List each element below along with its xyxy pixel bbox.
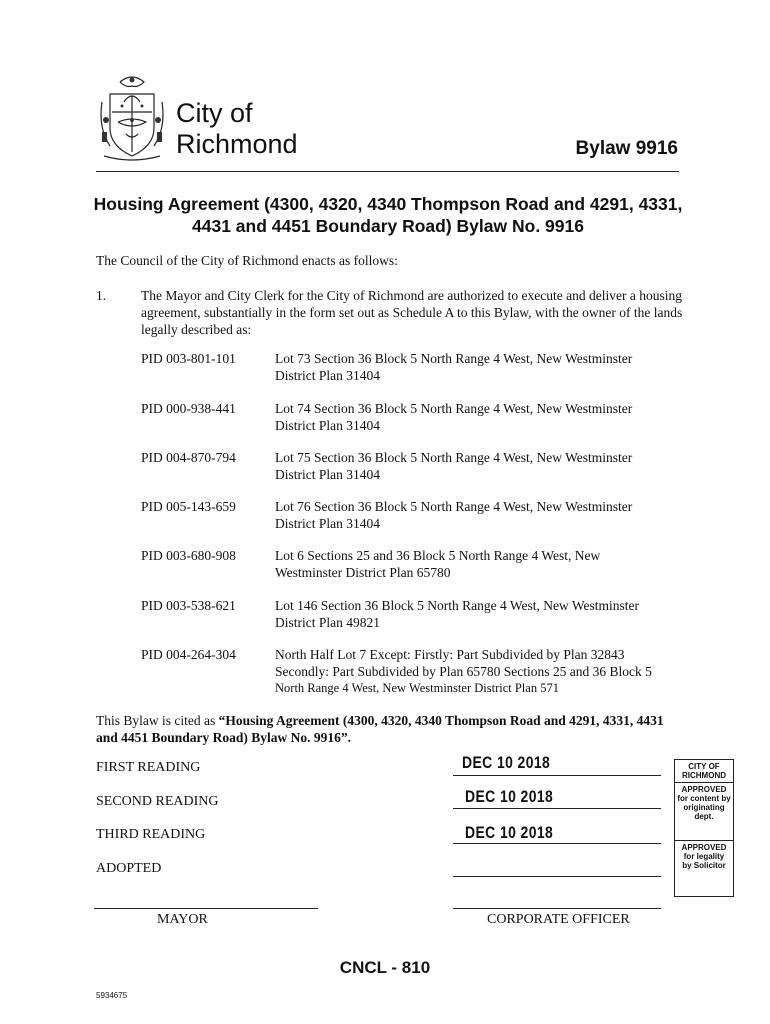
approval-box-city [675, 762, 733, 780]
reading-label-second: SECOND READING [96, 794, 219, 809]
land-description [275, 400, 695, 434]
citation-prefix: This Bylaw is cited as [96, 713, 219, 728]
land-description-line: Lot 146 Section 36 Block 5 North Range 4 West, New Westminster [275, 598, 640, 613]
land-description-line: District Plan 31404 [275, 368, 380, 383]
enacting-clause: The Council of the City of Richmond enacts as follows: [96, 253, 398, 268]
reading-date-stamp-first: DEC 10 2018 [462, 753, 551, 772]
page-label: CNCL - 810 [339, 958, 431, 977]
corporate-officer-label: CORPORATE OFFICER [487, 912, 630, 927]
reading-label-adopted: ADOPTED [96, 861, 162, 876]
reading-label-first: FIRST READING [96, 760, 201, 775]
city-crest-logo [96, 72, 168, 164]
land-pid: PID 000-938-441 [141, 401, 236, 416]
land-description-line: Lot 73 Section 36 Block 5 North Range 4 West, New Westminster [275, 351, 633, 366]
approval-box-text: RICHMOND [682, 771, 726, 780]
land-description-line: North Range 4 West, New Westminster District Plan 571 [275, 681, 559, 695]
bylaw-number: Bylaw 9916 [575, 138, 678, 159]
land-description-line: Secondly: Part Subdivided by Plan 65780 Sections 25 and 36 Block 5 [275, 664, 652, 679]
land-description-line: Lot 75 Section 36 Block 5 North Range 4 West, New Westminster [275, 450, 633, 465]
land-description-line: District Plan 31404 [275, 418, 380, 433]
city-name-line2: Richmond [176, 129, 298, 159]
document-title [90, 193, 686, 237]
clause-number: 1. [96, 288, 107, 303]
approval-box-text: CITY OF [688, 762, 720, 771]
approval-box-content [675, 785, 733, 821]
land-description [275, 646, 695, 697]
land-description-line: Lot 76 Section 36 Block 5 North Range 4 West, New Westminster [275, 499, 633, 514]
reading-line-first [453, 775, 661, 776]
citation-name: “Housing Agreement (4300, 4320, 4340 Thompson Road and 4291, 4331, 4431 and 4451 Boundary Road) Bylaw No. 9916”. [96, 713, 664, 745]
document-title-line2: 4431 and 4451 Boundary Road) Bylaw No. 9916 [192, 216, 584, 236]
land-pid: PID 004-870-794 [141, 450, 236, 465]
city-name [176, 98, 298, 160]
approval-box-divider [675, 840, 733, 841]
land-description [275, 597, 695, 631]
mayor-signature-line [94, 908, 318, 909]
approval-box-divider [675, 782, 733, 783]
approval-box-text: dept. [694, 812, 714, 821]
land-description-line: District Plan 49821 [275, 615, 380, 630]
reading-date-stamp-third: DEC 10 2018 [465, 823, 554, 842]
land-description [275, 498, 695, 532]
reading-line-second [453, 808, 661, 809]
approval-box [674, 759, 734, 897]
mayor-label: MAYOR [157, 912, 208, 927]
approval-box-text: for content by [677, 794, 731, 803]
land-pid: PID 005-143-659 [141, 499, 236, 514]
reading-line-adopted [453, 876, 661, 877]
land-pid: PID 004-264-304 [141, 647, 236, 662]
approval-box-text: originating [683, 803, 725, 812]
land-description-line: North Half Lot 7 Except: Firstly: Part Subdivided by Plan 32843 [275, 647, 625, 662]
header-divider [96, 171, 679, 172]
corporate-officer-signature-line [453, 908, 661, 909]
land-description-line: Lot 6 Sections 25 and 36 Block 5 North Range 4 West, New [275, 548, 601, 563]
approval-box-legality [675, 843, 733, 870]
land-description [275, 547, 695, 581]
reading-label-third: THIRD READING [96, 827, 206, 842]
reading-date-stamp-second: DEC 10 2018 [465, 787, 554, 806]
land-description [275, 350, 695, 384]
document-title-line1: Housing Agreement (4300, 4320, 4340 Thompson Road and 4291, 4331, [93, 194, 683, 214]
city-name-line1: City of [176, 98, 253, 128]
approval-box-text: APPROVED [681, 843, 727, 852]
land-description-line: Lot 74 Section 36 Block 5 North Range 4 West, New Westminster [275, 401, 633, 416]
approval-box-text: APPROVED [681, 785, 727, 794]
approval-box-text: for legality [683, 852, 725, 861]
land-pid: PID 003-801-101 [141, 351, 236, 366]
land-description [275, 449, 695, 483]
land-description-line: Westminster District Plan 65780 [275, 565, 451, 580]
document-code: 5934675 [96, 991, 128, 1000]
land-pid: PID 003-680-908 [141, 548, 236, 563]
clause-text: The Mayor and City Clerk for the City of Richmond are authorized to execute and deliver a housing agreement, substantially in the form set out as Schedule A to this Bylaw, with the owner of the lands legally described as: [141, 288, 683, 337]
land-description-line: District Plan 31404 [275, 516, 380, 531]
land-pid: PID 003-538-621 [141, 598, 236, 613]
reading-line-third [453, 843, 661, 844]
bylaw-citation [96, 712, 681, 746]
land-description-line: District Plan 31404 [275, 467, 380, 482]
approval-box-text: by Solicitor [682, 861, 726, 870]
